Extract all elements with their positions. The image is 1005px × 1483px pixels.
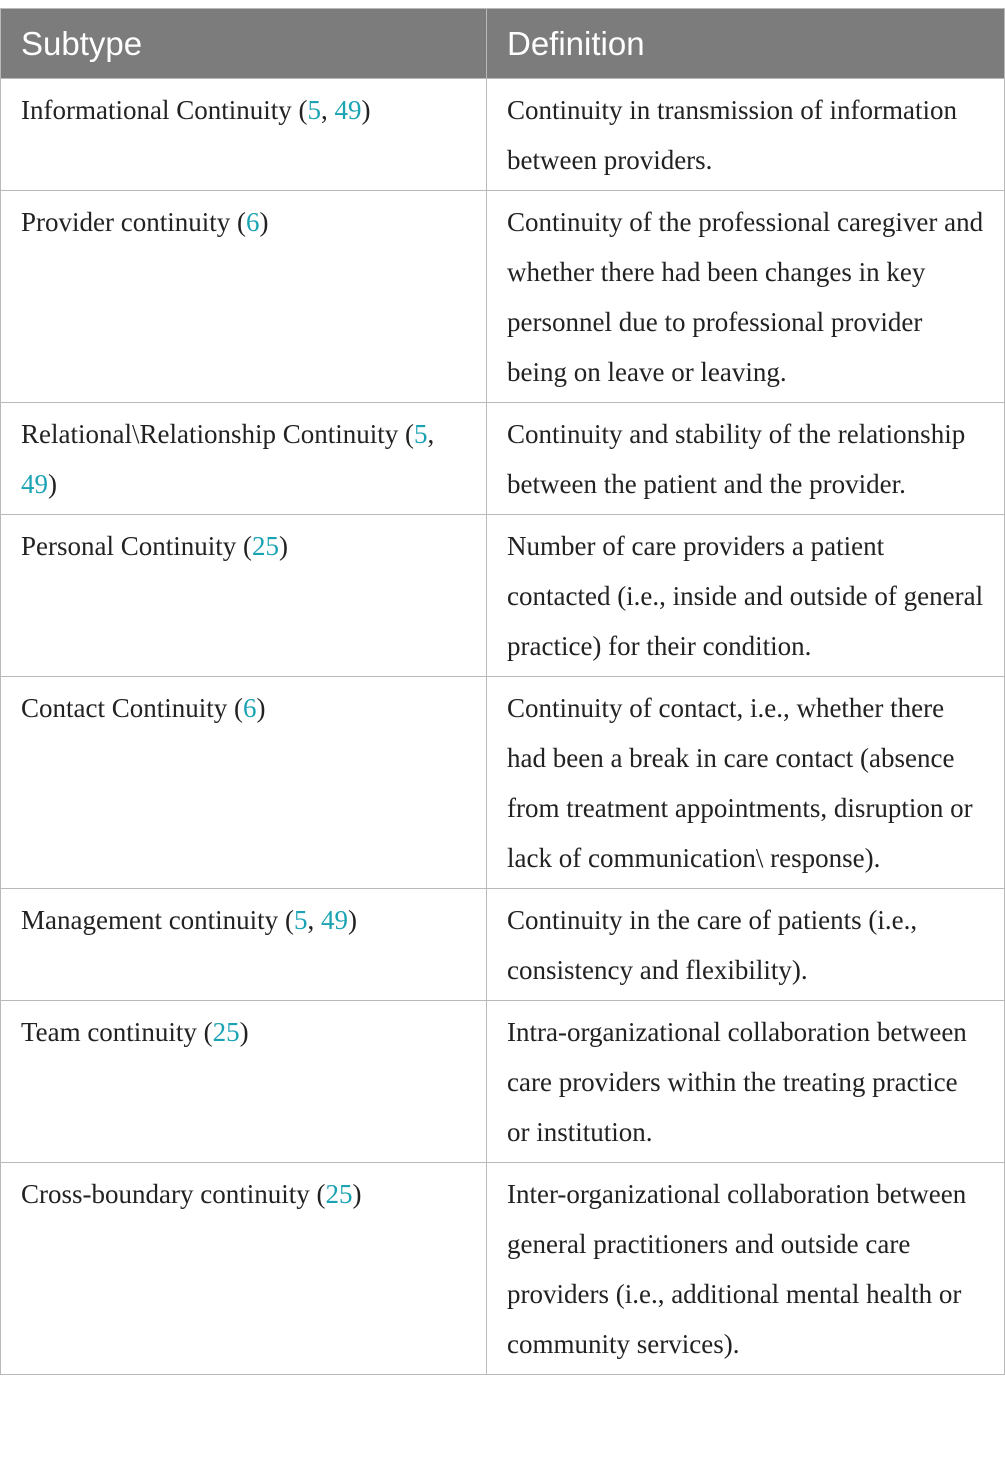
table-body	[1, 79, 1005, 1375]
table-row	[1, 191, 1005, 403]
definition-cell: Continuity and stability of the relationship between the patient and the provider.	[487, 403, 1005, 515]
continuity-subtype-table	[0, 8, 1005, 1375]
citation-link[interactable]: 5	[413, 419, 428, 449]
subtype-cell: Relational\Relationship Continuity (5, 49)	[1, 403, 487, 515]
citation-link[interactable]: 49	[320, 905, 348, 935]
subtype-cell: Personal Continuity (25)	[1, 515, 487, 677]
table-header-row	[1, 9, 1005, 79]
citation-link[interactable]: 6	[243, 693, 257, 723]
citation-link[interactable]: 49	[21, 469, 48, 499]
subtype-cell: Cross-boundary continuity (25)	[1, 1163, 487, 1375]
subtype-cell: Provider continuity (6)	[1, 191, 487, 403]
subtype-cell: Team continuity (25)	[1, 1001, 487, 1163]
continuity-table-container	[0, 8, 1004, 1375]
definition-cell: Continuity in the care of patients (i.e., consistency and flexibility).	[487, 889, 1005, 1001]
citation-link[interactable]: 49	[334, 95, 362, 125]
subtype-label: Team continuity	[21, 1017, 197, 1047]
definition-cell: Number of care providers a patient contacted (i.e., inside and outside of general practice) for their condition.	[487, 515, 1005, 677]
table-row	[1, 1163, 1005, 1375]
definition-cell: Intra-organizational collaboration between care providers within the treating practice or institution.	[487, 1001, 1005, 1163]
definition-cell: Inter-organizational collaboration between general practitioners and outside care providers (i.e., additional mental health or community services).	[487, 1163, 1005, 1375]
definition-cell: Continuity of contact, i.e., whether there had been a break in care contact (absence from treatment appointments, disruption or lack of communication\ response).	[487, 677, 1005, 889]
subtype-label: Contact Continuity	[21, 693, 228, 723]
table-row	[1, 403, 1005, 515]
citation-link[interactable]: 25	[252, 531, 279, 561]
table-row	[1, 79, 1005, 191]
table-row	[1, 889, 1005, 1001]
table-row	[1, 1001, 1005, 1163]
subtype-label: Provider continuity	[21, 207, 231, 237]
citation-link[interactable]: 25	[212, 1017, 240, 1047]
subtype-label: Personal Continuity	[21, 531, 237, 561]
definition-cell: Continuity of the professional caregiver and whether there had been changes in key personnel due to professional provider being on leave or leaving.	[487, 191, 1005, 403]
citation-link[interactable]: 6	[245, 207, 260, 237]
table-row	[1, 515, 1005, 677]
header-subtype: Subtype	[1, 9, 487, 79]
definition-cell: Continuity in transmission of information between providers.	[487, 79, 1005, 191]
subtype-label: Management continuity	[21, 905, 279, 935]
citation-link[interactable]: 5	[307, 95, 321, 125]
subtype-label: Informational Continuity	[21, 95, 292, 125]
header-definition: Definition	[487, 9, 1005, 79]
subtype-label: Relational\Relationship Continuity	[21, 419, 399, 449]
subtype-cell: Informational Continuity (5, 49)	[1, 79, 487, 191]
subtype-cell: Contact Continuity (6)	[1, 677, 487, 889]
subtype-label: Cross-boundary continuity	[21, 1179, 310, 1209]
table-row	[1, 677, 1005, 889]
citation-link[interactable]: 5	[293, 905, 308, 935]
subtype-cell: Management continuity (5, 49)	[1, 889, 487, 1001]
citation-link[interactable]: 25	[325, 1179, 353, 1209]
